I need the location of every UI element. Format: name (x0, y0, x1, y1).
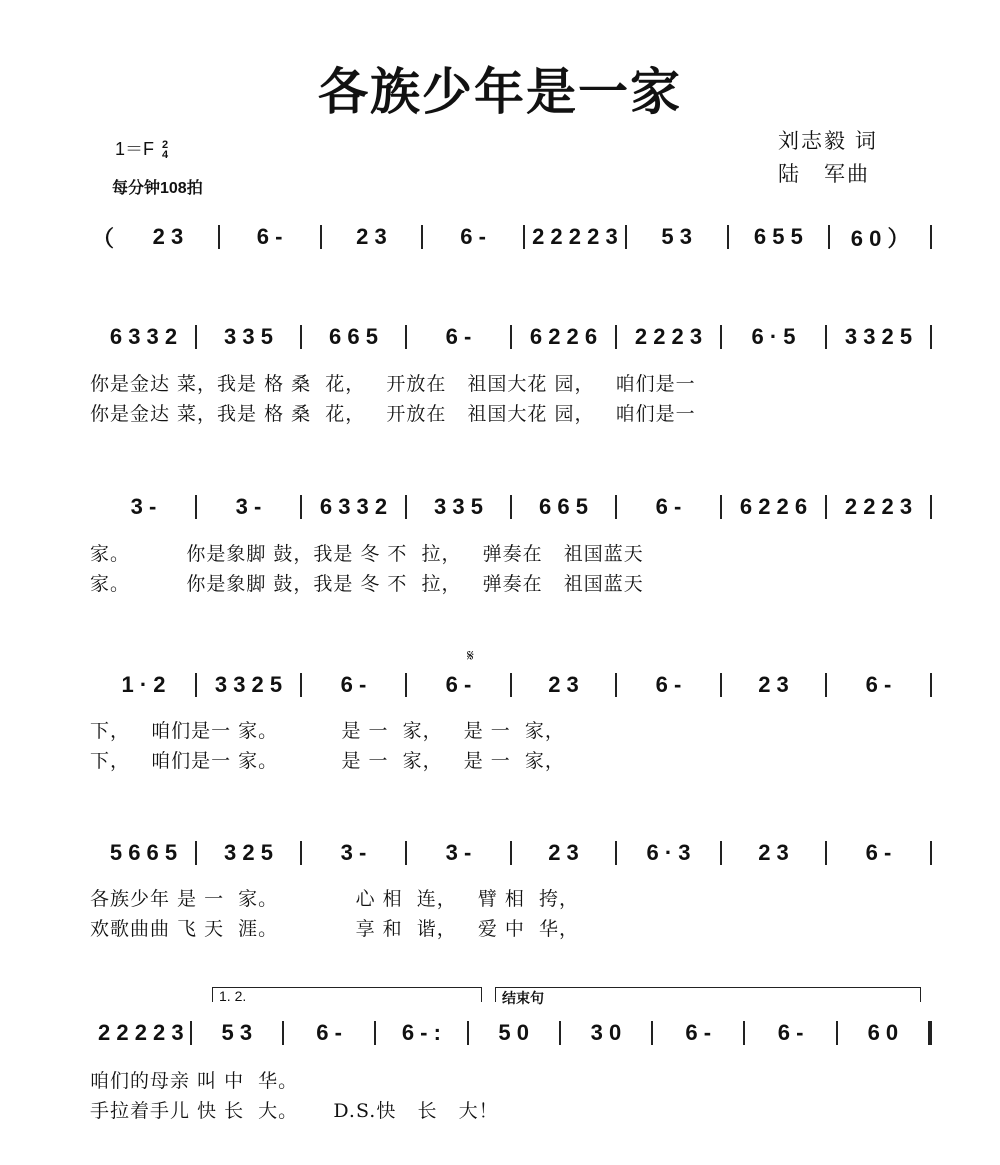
measure: 5 3 (661, 224, 692, 249)
measure: 2 2 2 3 (634, 324, 703, 349)
measure: 3 3 5 (224, 324, 273, 349)
measure: 2 3 (758, 672, 789, 697)
measure: 6 - (685, 1020, 712, 1045)
measure: 5 6 6 5 (109, 840, 178, 865)
lyrics-line: 你是金达 菜，我是 格 桑 花， 开放在 祖国大花 园， 咱们是一 (90, 373, 696, 395)
measure: 6 - (865, 840, 892, 865)
lyrics-line: 各族少年 是 一 家。 心 相 连， 臂 相 挎， (90, 888, 579, 910)
segno-mark: 𝄋 (467, 648, 474, 665)
open-paren: （ (92, 225, 115, 251)
measure: 6 2 2 6 (739, 494, 808, 519)
composer: 陆 军曲 (778, 163, 870, 186)
notation-row (92, 838, 932, 868)
time-signature (162, 140, 168, 160)
measure: 6 · 3 (646, 840, 691, 865)
lyrics-line: 下， 咱们是一 家。 是 一 家， 是 一 家， (90, 720, 565, 742)
measure: 2 3 (548, 840, 579, 865)
key: 1＝F (115, 139, 155, 159)
volta-1-2: 1. 2. (212, 987, 482, 1002)
notation-row (92, 222, 932, 252)
ts-top: 2 (162, 139, 169, 152)
measure: 6 0 (867, 1020, 899, 1045)
volta-ending: 结束句 (495, 987, 921, 1002)
lyrics-line: 手拉着手儿 快 长 大。 D.S.快 长 大！ (90, 1100, 499, 1122)
notation-row (92, 322, 932, 352)
measure: 2 3 (758, 840, 789, 865)
measure: 6 - (655, 672, 682, 697)
lyrics-line: 咱们的母亲 叫 中 华。 (90, 1070, 299, 1092)
measure: 6 - (777, 1020, 804, 1045)
measure: 3 3 5 (434, 494, 483, 519)
measure: 6 - (316, 1020, 342, 1045)
measure: 6 - (445, 324, 472, 349)
barline (930, 325, 932, 349)
measure: 6 0 ） (850, 225, 910, 251)
measure: 5 0 (498, 1020, 529, 1045)
barline (930, 673, 932, 697)
lyrics-line: 家。 你是象脚 鼓，我是 冬 不 拉， 弹奏在 祖国蓝天 (90, 543, 644, 565)
measure: 6 - : (401, 1020, 441, 1045)
measure: 3 3 2 5 (214, 672, 283, 697)
measure: 6 - (655, 494, 682, 519)
measure: 2 2 2 2 3 (532, 224, 618, 249)
measure: 2 3 (152, 224, 184, 249)
measure: 6 6 5 (539, 494, 588, 519)
measure: 2 2 2 3 (844, 494, 913, 519)
barline (930, 495, 932, 519)
notation-row (92, 670, 932, 700)
measure: 3 3 2 5 (844, 324, 913, 349)
measure: 2 3 (548, 672, 579, 697)
measure: 6 - (865, 672, 892, 697)
measure: 6 - (340, 672, 367, 697)
measure: 6 6 5 (329, 324, 378, 349)
barline (930, 841, 932, 865)
song-title: 各族少年是一家 (318, 63, 682, 121)
barline (930, 225, 932, 249)
measure: 2 2 2 2 3 (98, 1020, 184, 1045)
ts-bottom: 4 (162, 149, 169, 162)
lyrics-line: 欢歌曲曲 飞 天 涯。 享 和 谐， 爱 中 华， (90, 918, 579, 940)
measure: 6 - (256, 224, 283, 249)
measure: 3 - (130, 494, 157, 519)
measure: 1 · 2 (121, 672, 166, 697)
lyrics-line: 家。 你是象脚 鼓，我是 冬 不 拉， 弹奏在 祖国蓝天 (90, 573, 644, 595)
final-barline (928, 1021, 932, 1045)
measure: 6 · 5 (751, 324, 796, 349)
measure: 3 0 (590, 1020, 622, 1045)
measure: 2 3 (356, 224, 387, 249)
measure: 6 3 3 2 (319, 494, 388, 519)
measure: 6 - (460, 224, 486, 249)
notation-row (92, 1018, 932, 1048)
measure: 6 2 2 6 (529, 324, 598, 349)
measure: 3 - (340, 840, 367, 865)
measure: 3 2 5 (224, 840, 273, 865)
measure: 6 - (445, 672, 472, 697)
lyrics-line: 你是金达 菜，我是 格 桑 花， 开放在 祖国大花 园， 咱们是一 (90, 403, 696, 425)
measure: 3 - (235, 494, 262, 519)
measure: 6 5 5 (753, 224, 803, 249)
lyricist: 刘志毅 词 (778, 130, 878, 153)
measure: 6 3 3 2 (109, 324, 178, 349)
measure: 3 - (445, 840, 472, 865)
key-signature (115, 135, 168, 161)
notation-row (92, 492, 932, 522)
lyrics-line: 下， 咱们是一 家。 是 一 家， 是 一 家， (90, 750, 565, 772)
measure: 5 3 (221, 1020, 253, 1045)
tempo: 每分钟108拍 (112, 180, 203, 197)
